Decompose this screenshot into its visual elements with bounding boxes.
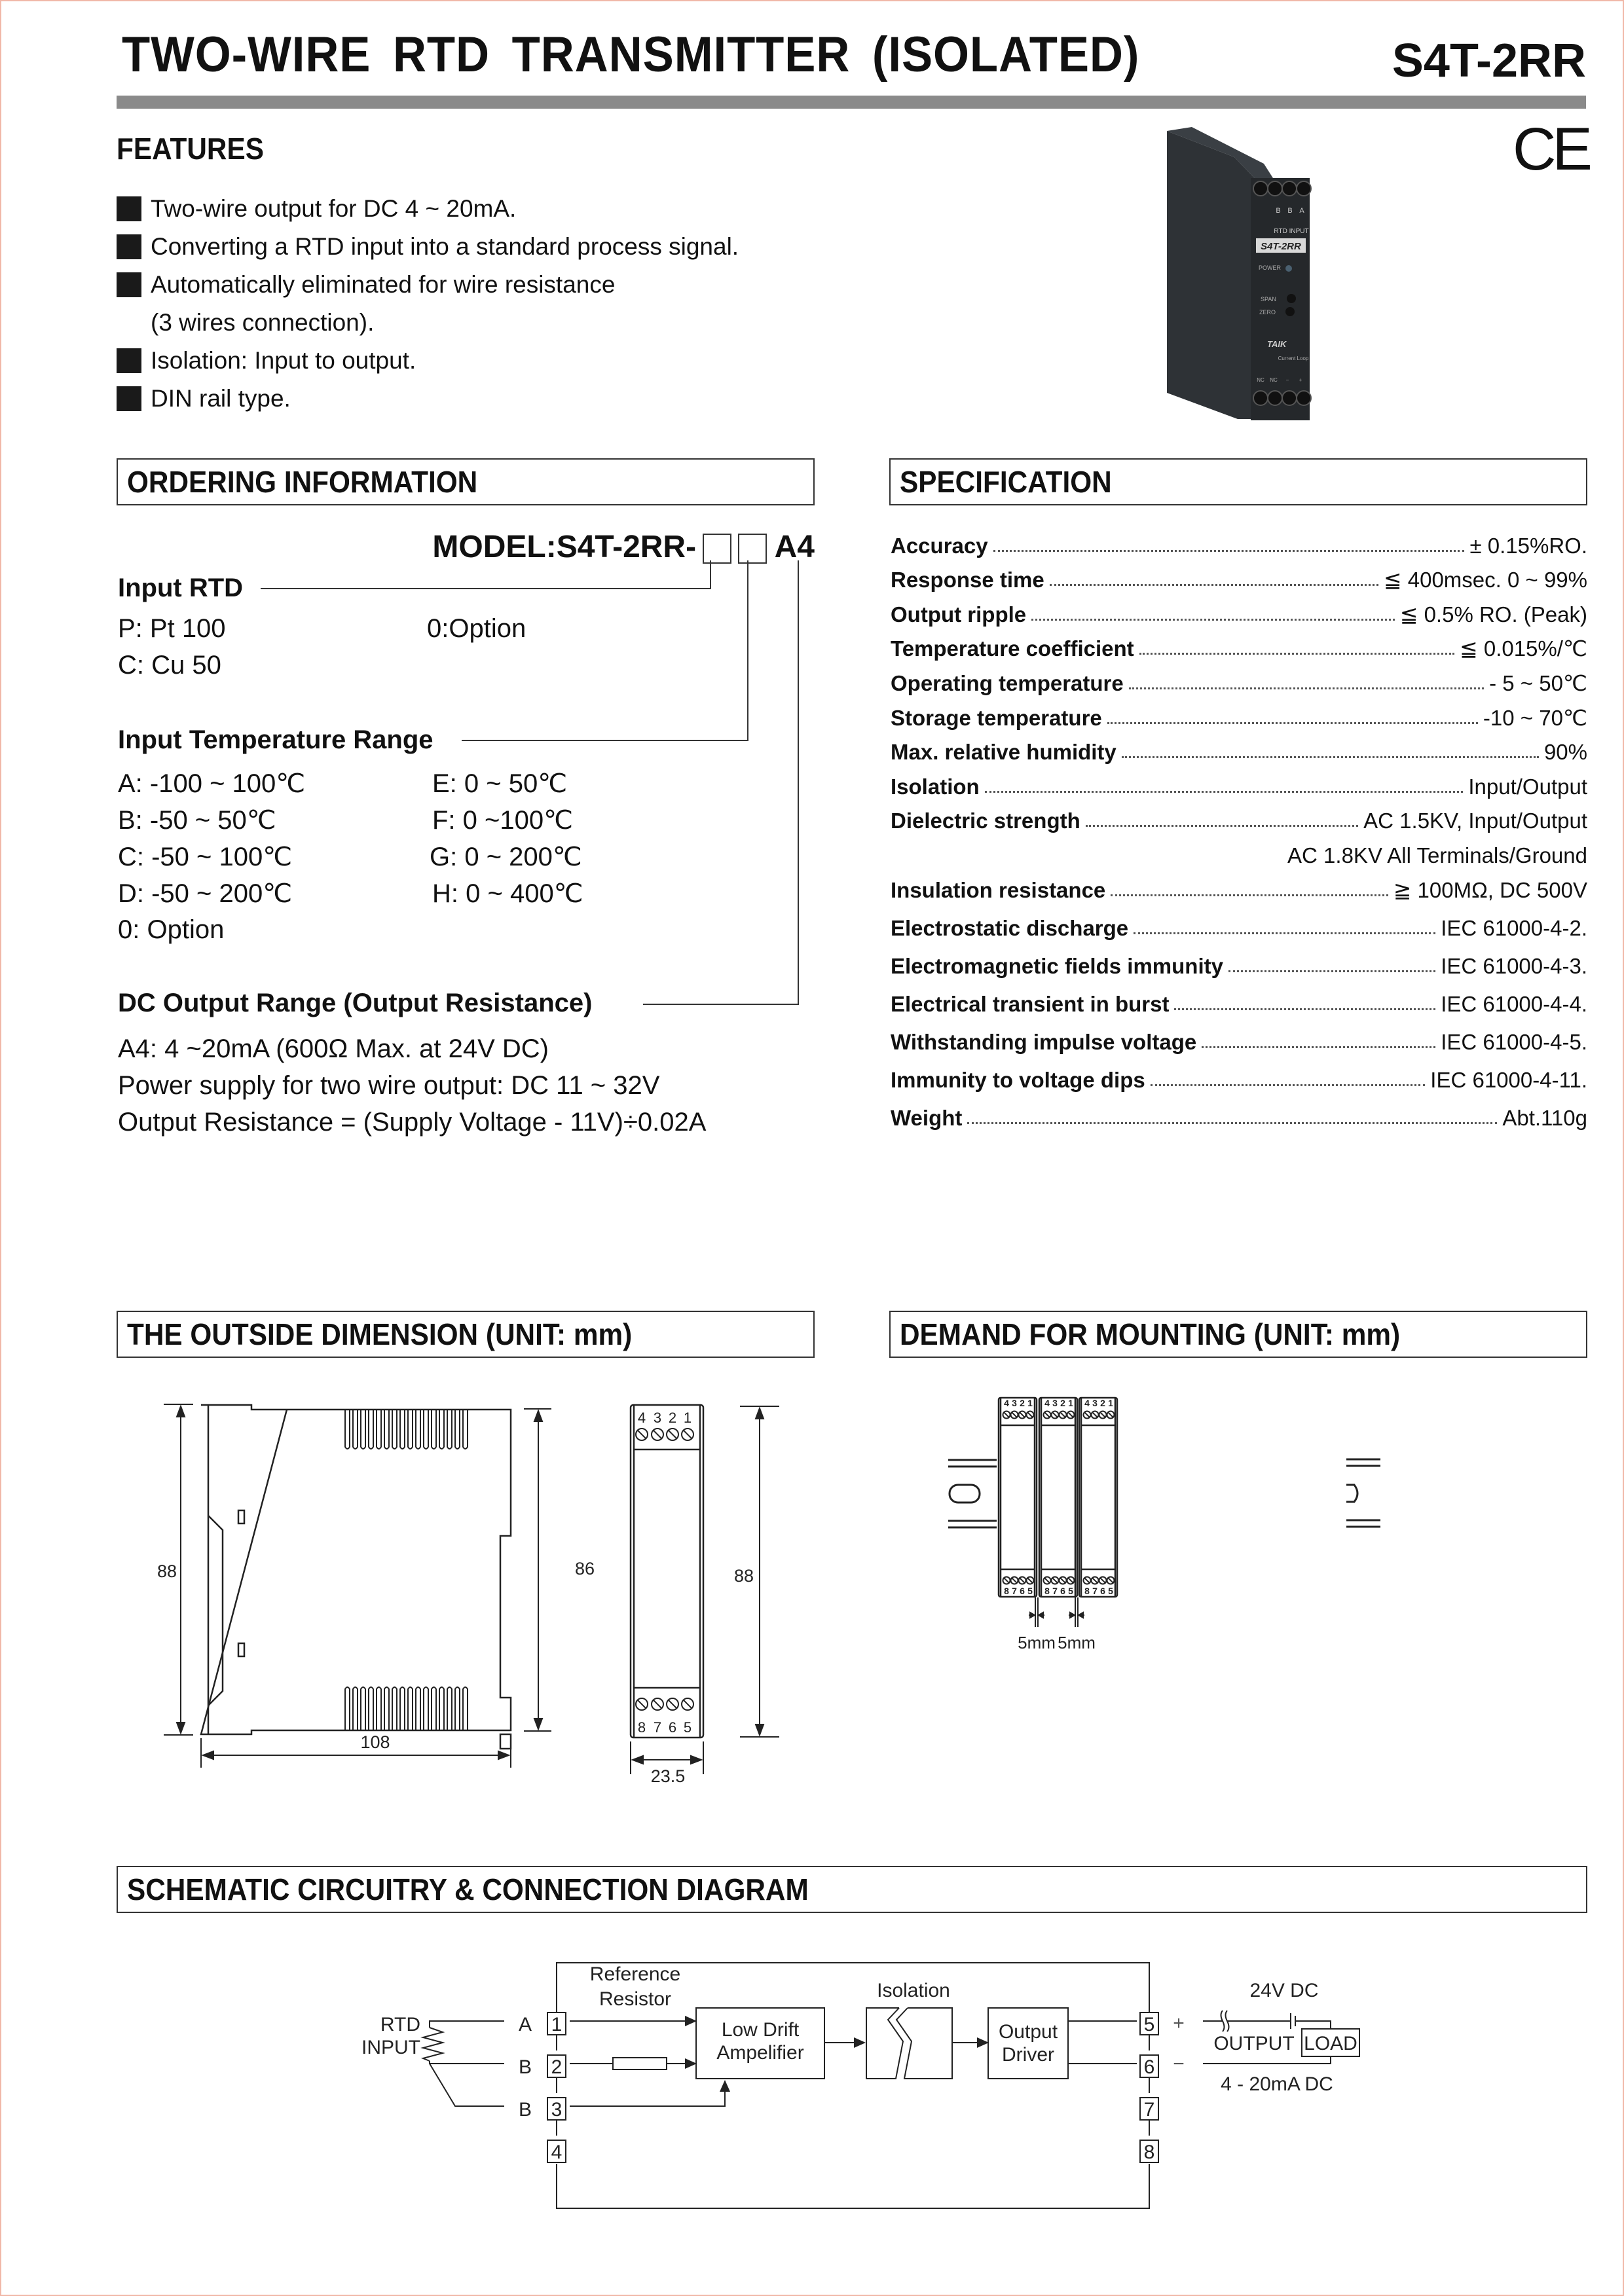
section-heading: DEMAND FOR MOUNTING (UNIT: mm) bbox=[900, 1317, 1401, 1351]
ce-mark-icon: CE bbox=[1513, 116, 1589, 183]
spec-value: - 5 ~ 50℃ bbox=[1489, 670, 1587, 695]
feature-text: Converting a RTD input into a standard process signal. bbox=[151, 233, 739, 260]
terminal-number: 4 bbox=[637, 1410, 646, 1426]
terminal-number: 4 bbox=[1084, 1398, 1090, 1408]
spec-row bbox=[891, 558, 1587, 593]
terminal-number: 3 bbox=[1092, 1398, 1098, 1408]
spec-label: Immunity to voltage dips bbox=[891, 1067, 1145, 1092]
photo-label: NC bbox=[1257, 377, 1264, 383]
spec-value: ± 0.15%RO. bbox=[1469, 533, 1587, 558]
photo-model-label: S4T-2RR bbox=[1261, 241, 1301, 252]
dimension-label: 88 bbox=[157, 1561, 177, 1581]
spec-value: IEC 61000-4-2. bbox=[1441, 915, 1587, 940]
terminal-number: 2 bbox=[668, 1410, 677, 1426]
spec-row bbox=[891, 979, 1587, 1017]
output-range-line: Output Resistance = (Supply Voltage - 11V)÷0.02A bbox=[118, 1108, 707, 1137]
spec-value: IEC 61000-4-5. bbox=[1441, 1029, 1587, 1054]
photo-label: B bbox=[1276, 207, 1281, 215]
document-title: TWO-WIRE RTD TRANSMITTER (ISOLATED) bbox=[122, 27, 1140, 82]
terminal-number: 7 bbox=[1012, 1586, 1017, 1596]
output-driver-block bbox=[988, 2008, 1068, 2079]
isolation-label: Isolation bbox=[877, 1980, 950, 2001]
spec-value: AC 1.5KV, Input/Output bbox=[1363, 809, 1587, 833]
temp-option: F: 0 ~100℃ bbox=[432, 806, 574, 835]
gap-markers bbox=[1029, 1597, 1084, 1627]
terminal-number: 2 bbox=[1060, 1398, 1065, 1408]
terminal-number: 6 bbox=[1143, 2056, 1155, 2078]
spec-label: Response time bbox=[891, 568, 1044, 592]
spec-label: Output ripple bbox=[891, 602, 1027, 627]
terminal-number: 5 bbox=[1108, 1586, 1113, 1596]
section-heading: THE OUTSIDE DIMENSION (UNIT: mm) bbox=[127, 1317, 633, 1351]
spec-value: ≦ 0.5% RO. (Peak) bbox=[1399, 602, 1587, 627]
module-outline bbox=[1039, 1398, 1077, 1597]
spec-label: Electrical transient in burst bbox=[891, 991, 1170, 1016]
temp-option: 0: Option bbox=[118, 915, 225, 944]
reference-resistor-label: Reference bbox=[589, 1963, 681, 1985]
reference-resistor-label: Resistor bbox=[599, 1988, 672, 2010]
minus-sign: − bbox=[1173, 2053, 1185, 2075]
photo-label: NC bbox=[1270, 377, 1278, 383]
feature-text: Automatically eliminated for wire resistance bbox=[151, 271, 616, 298]
dimension-label: 23.5 bbox=[650, 1766, 686, 1786]
terminal-number: 1 bbox=[1108, 1398, 1113, 1408]
schematic-section-header bbox=[117, 1866, 1587, 1913]
photo-label: B bbox=[1287, 207, 1293, 215]
spec-row bbox=[891, 592, 1587, 627]
terminal-screws bbox=[636, 1429, 693, 1710]
product-photo bbox=[1153, 118, 1362, 432]
spec-label: Weight bbox=[891, 1105, 963, 1130]
terminal-number: 8 bbox=[1143, 2141, 1155, 2163]
spec-label: Accuracy bbox=[891, 533, 988, 558]
gap-label: 5mm bbox=[1058, 1633, 1096, 1652]
mounting-drawing bbox=[884, 1375, 1611, 1781]
terminal-number: 7 bbox=[1092, 1586, 1098, 1596]
photo-label: SPAN bbox=[1261, 296, 1276, 302]
spec-row bbox=[891, 1017, 1587, 1055]
temp-option: C: -50 ~ 100℃ bbox=[118, 843, 293, 871]
terminal-number: 6 bbox=[668, 1719, 677, 1736]
output-range-line: A4: 4 ~20mA (600Ω Max. at 24V DC) bbox=[118, 1034, 549, 1063]
spec-value: AC 1.8KV All Terminals/Ground bbox=[1287, 843, 1587, 867]
spec-value: Input/Output bbox=[1468, 774, 1587, 799]
spec-label: Insulation resistance bbox=[891, 877, 1106, 902]
spec-value: Abt.110g bbox=[1502, 1105, 1587, 1130]
schematic-diagram bbox=[327, 1951, 1441, 2226]
spec-label: Storage temperature bbox=[891, 705, 1102, 730]
model-prefix: MODEL:S4T-2RR- bbox=[432, 530, 697, 564]
spec-label: Electrostatic discharge bbox=[891, 915, 1129, 940]
amplifier-label: Ampelifier bbox=[716, 2042, 804, 2064]
spec-value: IEC 61000-4-11. bbox=[1430, 1067, 1587, 1092]
spec-row bbox=[891, 627, 1587, 662]
output-label: OUTPUT bbox=[1213, 2033, 1295, 2054]
spec-list bbox=[891, 524, 1587, 1131]
output-driver-label: Driver bbox=[1002, 2044, 1054, 2066]
current-label: 4 - 20mA DC bbox=[1221, 2073, 1333, 2095]
front-view bbox=[631, 1405, 703, 1738]
photo-label: ZERO bbox=[1259, 309, 1276, 316]
photo-label: Current Loop bbox=[1278, 355, 1309, 361]
spec-row bbox=[891, 661, 1587, 696]
output-driver-label: Output bbox=[998, 2021, 1058, 2043]
terminal-number: 1 bbox=[551, 2014, 563, 2035]
terminal-number: 3 bbox=[551, 2099, 563, 2121]
outside-dimension-section-header bbox=[117, 1311, 815, 1358]
spec-row-continued bbox=[891, 833, 1587, 868]
spec-row bbox=[891, 1093, 1587, 1131]
module-outline bbox=[999, 1398, 1037, 1597]
mounted-modules bbox=[999, 1398, 1117, 1597]
rtd-label: RTD bbox=[380, 2014, 420, 2035]
photo-label: − bbox=[1285, 377, 1289, 383]
terminal-number: 5 bbox=[683, 1719, 692, 1736]
terminal-number: 4 bbox=[1044, 1398, 1050, 1408]
terminal-number: 8 bbox=[1044, 1586, 1050, 1596]
temp-option: B: -50 ~ 50℃ bbox=[118, 806, 276, 835]
terminal-number: 8 bbox=[1004, 1586, 1009, 1596]
reference-resistor bbox=[613, 2058, 667, 2069]
wire-label: B bbox=[518, 2099, 532, 2121]
terminal-number: 5 bbox=[1143, 2014, 1155, 2035]
terminal-screws bbox=[1044, 1412, 1075, 1584]
terminal-number: 5 bbox=[1068, 1586, 1073, 1596]
output-range-line: Power supply for two wire output: DC 11 ~ 32V bbox=[118, 1071, 660, 1100]
vent-fins bbox=[345, 1410, 468, 1730]
rtd-label: INPUT bbox=[361, 2037, 420, 2058]
amplifier-label: Low Drift bbox=[721, 2019, 800, 2041]
features-heading: FEATURES bbox=[117, 132, 264, 166]
spec-row bbox=[891, 903, 1587, 941]
terminal-number: 7 bbox=[1143, 2099, 1155, 2121]
spec-row bbox=[891, 941, 1587, 979]
rtd-option: C: Cu 50 bbox=[118, 651, 221, 680]
spec-row bbox=[891, 731, 1587, 765]
section-heading: SPECIFICATION bbox=[900, 465, 1112, 499]
photo-brand: TAIK bbox=[1267, 339, 1287, 349]
spec-label: Max. relative humidity bbox=[891, 740, 1116, 765]
spec-row bbox=[891, 1055, 1587, 1093]
dimension-label: 86 bbox=[574, 1559, 595, 1578]
temp-option: A: -100 ~ 100℃ bbox=[118, 769, 306, 798]
terminal-number: 7 bbox=[653, 1719, 662, 1736]
outside-dimension-drawing bbox=[0, 1375, 851, 1800]
spec-label: Electromagnetic fields immunity bbox=[891, 953, 1223, 978]
module-outline bbox=[1079, 1398, 1117, 1597]
terminal-number: 2 bbox=[551, 2056, 563, 2078]
terminal-screws bbox=[1003, 1412, 1034, 1584]
temp-option: G: 0 ~ 200℃ bbox=[430, 843, 582, 871]
gap-label: 5mm bbox=[1018, 1633, 1056, 1652]
feature-text: Two-wire output for DC 4 ~ 20mA. bbox=[151, 195, 517, 222]
feature-text: Isolation: Input to output. bbox=[151, 347, 416, 374]
spec-value: 90% bbox=[1543, 740, 1587, 765]
wire-label: B bbox=[518, 2056, 532, 2078]
spec-label: Dielectric strength bbox=[891, 809, 1080, 833]
model-code: S4T-2RR bbox=[1392, 35, 1586, 87]
mounting-section-header bbox=[889, 1311, 1587, 1358]
spec-row bbox=[891, 696, 1587, 731]
input-rtd-heading: Input RTD bbox=[118, 574, 244, 602]
output-range-heading: DC Output Range (Output Resistance) bbox=[118, 989, 593, 1017]
model-suffix: A4 bbox=[774, 530, 815, 564]
supply-label: 24V DC bbox=[1249, 1980, 1319, 2001]
spec-row bbox=[891, 868, 1587, 903]
terminal-number: 4 bbox=[1004, 1398, 1009, 1408]
spec-label: Operating temperature bbox=[891, 670, 1124, 695]
terminal-number: 2 bbox=[1100, 1398, 1105, 1408]
load-label: LOAD bbox=[1304, 2033, 1357, 2054]
terminal-number: 8 bbox=[637, 1719, 646, 1736]
terminal-number: 6 bbox=[1020, 1586, 1025, 1596]
feature-text: DIN rail type. bbox=[151, 385, 291, 412]
spec-label: Withstanding impulse voltage bbox=[891, 1029, 1197, 1054]
terminal-screws bbox=[1084, 1412, 1115, 1584]
terminal-number: 1 bbox=[683, 1410, 692, 1426]
terminal-number: 3 bbox=[1052, 1398, 1058, 1408]
spec-value: IEC 61000-4-3. bbox=[1441, 953, 1587, 978]
photo-label: POWER bbox=[1259, 264, 1282, 271]
spec-value: ≦ 0.015%/℃ bbox=[1460, 636, 1587, 661]
terminal-number: 8 bbox=[1084, 1586, 1090, 1596]
terminal-number: 7 bbox=[1052, 1586, 1058, 1596]
section-heading: SCHEMATIC CIRCUITRY & CONNECTION DIAGRAM bbox=[127, 1872, 809, 1906]
spec-label: Isolation bbox=[891, 774, 980, 799]
terminal-number: 6 bbox=[1100, 1586, 1105, 1596]
terminal-number: 1 bbox=[1027, 1398, 1033, 1408]
rtd-option-extra: 0:Option bbox=[427, 614, 526, 643]
photo-label: + bbox=[1299, 377, 1302, 383]
spec-row bbox=[891, 765, 1587, 799]
rtd-option: P: Pt 100 bbox=[118, 614, 226, 643]
terminal-number: 4 bbox=[551, 2141, 563, 2163]
temp-option: H: 0 ~ 400℃ bbox=[432, 879, 583, 908]
feature-text: (3 wires connection). bbox=[151, 309, 375, 336]
section-heading: ORDERING INFORMATION bbox=[127, 465, 478, 499]
spec-value: IEC 61000-4-4. bbox=[1441, 991, 1587, 1016]
temp-option: E: 0 ~ 50℃ bbox=[432, 769, 568, 798]
spec-value: ≧ 100MΩ, DC 500V bbox=[1393, 877, 1587, 902]
terminal-number: 1 bbox=[1068, 1398, 1073, 1408]
terminal-number: 3 bbox=[1012, 1398, 1017, 1408]
terminal-number: 3 bbox=[653, 1410, 662, 1426]
photo-label: A bbox=[1299, 207, 1304, 215]
spec-row bbox=[891, 799, 1587, 834]
photo-label: RTD INPUT bbox=[1274, 228, 1309, 235]
spec-row bbox=[891, 524, 1587, 558]
terminal-number: 5 bbox=[1027, 1586, 1033, 1596]
spec-value: ≦ 400msec. 0 ~ 99% bbox=[1383, 568, 1587, 592]
spec-label: Temperature coefficient bbox=[891, 636, 1134, 661]
spec-value: -10 ~ 70℃ bbox=[1483, 705, 1587, 730]
temp-option: D: -50 ~ 200℃ bbox=[118, 879, 293, 908]
terminal-number: 2 bbox=[1020, 1398, 1025, 1408]
din-rail bbox=[948, 1459, 1380, 1527]
terminal-number: 6 bbox=[1060, 1586, 1065, 1596]
plus-sign: + bbox=[1173, 2013, 1185, 2034]
specification-section-header bbox=[889, 458, 1587, 505]
wire-label: A bbox=[518, 2014, 532, 2035]
dimension-label: 108 bbox=[360, 1732, 390, 1752]
temp-range-heading: Input Temperature Range bbox=[118, 725, 434, 754]
dimension-label: 88 bbox=[733, 1566, 754, 1586]
